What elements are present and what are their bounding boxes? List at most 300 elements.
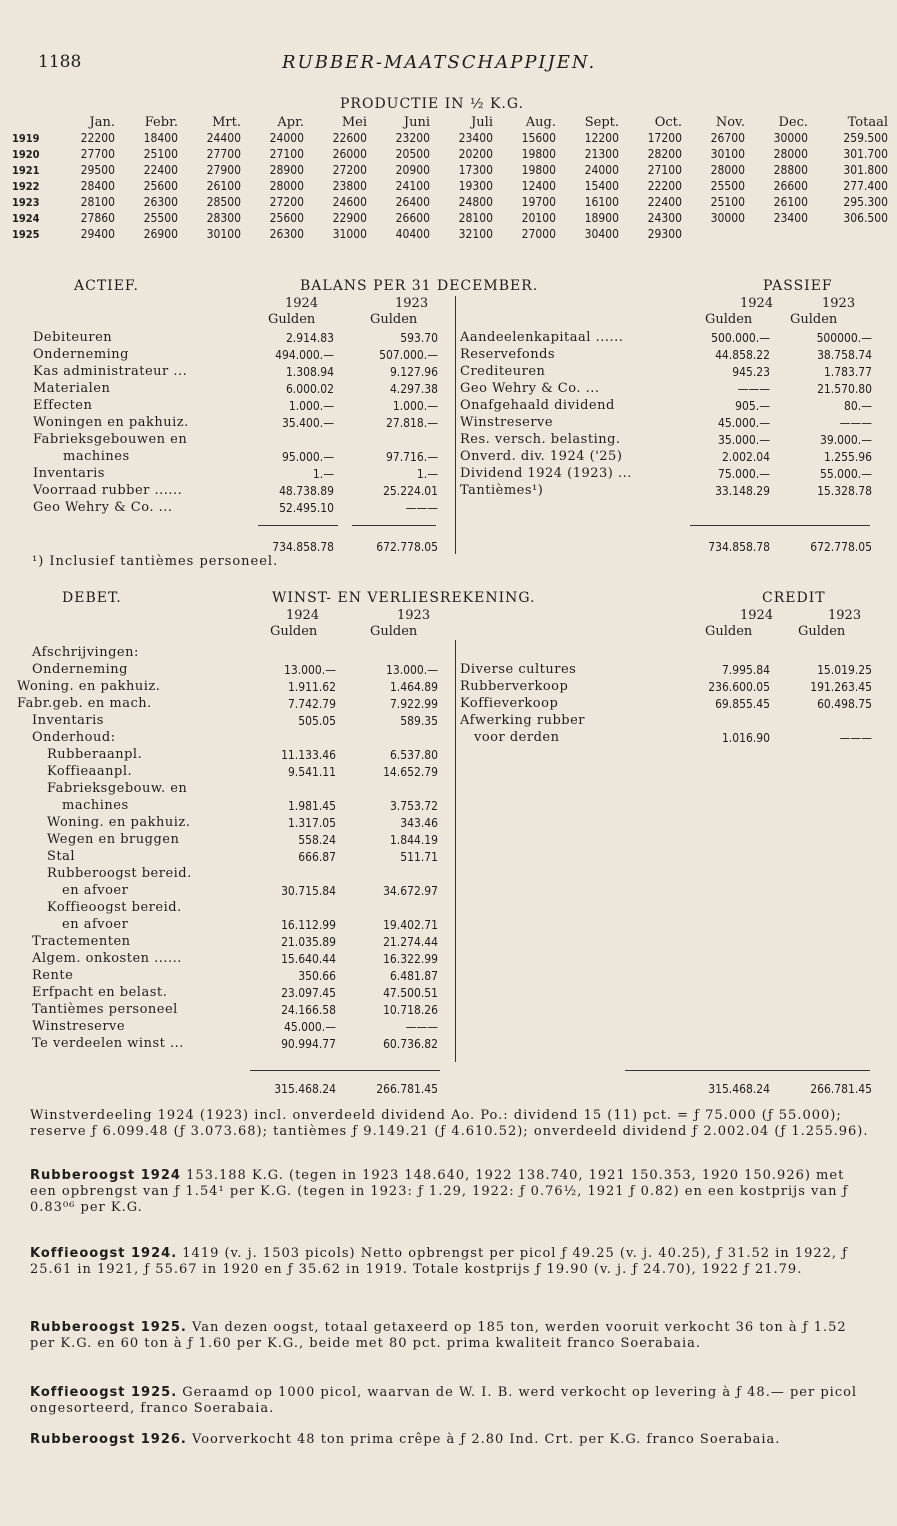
debet-value-1924: 21.035.89 <box>281 935 336 949</box>
pl-debet-year2: 1923 <box>397 608 431 623</box>
production-cell: 25500 <box>710 179 745 193</box>
credit-label: voor derden <box>474 730 560 745</box>
debet-total-1923: 266.781.45 <box>376 1082 438 1096</box>
note-heading: Rubberoogst 1924 <box>30 1168 181 1183</box>
production-cell: 28000 <box>269 179 304 193</box>
production-cell: 19800 <box>521 163 556 177</box>
production-cell: 24100 <box>395 179 430 193</box>
production-cell: 30000 <box>710 211 745 225</box>
debet-value-1923: 3.753.72 <box>389 799 438 813</box>
production-cell: 18400 <box>143 131 178 145</box>
credit-value-1923: 60.498.75 <box>817 697 872 711</box>
production-cell: 19700 <box>521 195 556 209</box>
balance-actief-currency2: Gulden <box>370 312 418 327</box>
balance-actief-year1: 1924 <box>285 296 319 311</box>
passief-value-1923: ——— <box>839 416 872 430</box>
debet-label: Koffieoogst bereid. <box>47 900 182 915</box>
note-paragraph <box>30 1108 870 1140</box>
production-cell: 26100 <box>773 195 808 209</box>
production-cell: 27100 <box>269 147 304 161</box>
debet-value-1924: 1.317.05 <box>287 816 336 830</box>
production-row <box>10 162 890 178</box>
production-column-header: Nov. <box>715 114 745 130</box>
production-cell: 28400 <box>80 179 115 193</box>
production-cell <box>810 226 890 242</box>
actief-value-1923: 507.000.— <box>379 348 438 362</box>
passief-value-1924: 35.000.— <box>718 433 770 447</box>
credit-value-1923: 191.263.45 <box>810 680 872 694</box>
debet-total-1924: 315.468.24 <box>274 1082 336 1096</box>
production-cell: 25600 <box>269 211 304 225</box>
debet-value-1923: 6.537.80 <box>389 748 438 762</box>
actief-label: Fabrieksgebouwen en <box>33 432 188 447</box>
debet-label: Rubberaanpl. <box>47 747 143 762</box>
balance-actief-currency1: Gulden <box>268 312 316 327</box>
credit-value-1924: 236.600.05 <box>708 680 770 694</box>
production-column-header: Juni <box>403 114 430 130</box>
debet-value-1923: ——— <box>405 1020 438 1034</box>
production-cell: 24000 <box>269 131 304 145</box>
passief-value-1923: 500000.— <box>816 331 872 345</box>
debet-label: Stal <box>47 849 76 864</box>
debet-rule <box>250 1070 440 1071</box>
production-cell: 17200 <box>647 131 682 145</box>
credit-value-1924: 7.995.84 <box>721 663 770 677</box>
debet-label: Onderhoud: <box>32 730 116 745</box>
passief-value-1924: 33.148.29 <box>715 484 770 498</box>
note-heading: Rubberoogst 1926. <box>30 1432 187 1447</box>
note-text: Voorverkocht 48 ton prima crêpe à ƒ 2.80 Ind. Crt. per K.G. franco Soerabaia. <box>186 1432 781 1447</box>
debet-value-1924: 350.66 <box>298 969 336 983</box>
debet-label: Tractementen <box>32 934 131 949</box>
production-cell: 26000 <box>332 147 367 161</box>
production-title: PRODUCTIE IN ½ K.G. <box>340 96 525 112</box>
debet-label: Rente <box>32 968 74 983</box>
balance-title: BALANS PER 31 DECEMBER. <box>300 278 539 294</box>
production-cell: 25600 <box>143 179 178 193</box>
debet-value-1923: 343.46 <box>400 816 438 830</box>
passief-value-1924: 45.000.— <box>718 416 770 430</box>
debet-value-1923: 6.481.87 <box>389 969 438 983</box>
production-cell: 20900 <box>395 163 430 177</box>
note-text: Van dezen oogst, totaal getaxeerd op 185 ton, werden vooruit verkocht 36 ton à ƒ 1.52 per K.G. en 60 ton à ƒ 1.60 per K.G., beide met 80 pct. prima kwaliteit franco Soerabaia. <box>30 1320 847 1351</box>
production-cell: 30100 <box>710 147 745 161</box>
production-cell: 27000 <box>521 227 556 241</box>
production-cell: 28100 <box>80 195 115 209</box>
note-paragraph <box>30 1246 870 1278</box>
production-cell: 26400 <box>395 195 430 209</box>
actief-value-1923: 1.000.— <box>392 399 438 413</box>
production-cell: 24300 <box>647 211 682 225</box>
note-text: Winstverdeeling 1924 (1923) incl. onverdeeld dividend Ao. Po.: dividend 15 (11) pct. = ƒ 75.000 (ƒ 55.000); reserve ƒ 6.099.48 (ƒ 3.073.68); tantièmes ƒ 9.149.21 (ƒ 4.610.52); onverdeeld dividend ƒ 2.002.04 (ƒ 1.255.96). <box>30 1108 869 1139</box>
credit-value-1923: ——— <box>839 731 872 745</box>
actief-value-1924: 48.738.89 <box>279 484 334 498</box>
production-cell: 19800 <box>521 147 556 161</box>
actief-value-1924: 95.000.— <box>282 450 334 464</box>
production-cell: 25100 <box>710 195 745 209</box>
production-cell: 40400 <box>395 227 430 241</box>
note-paragraph <box>30 1385 870 1417</box>
debet-value-1923: 589.35 <box>400 714 438 728</box>
note-heading: Koffieoogst 1924. <box>30 1246 178 1261</box>
debet-label: Fabr.geb. en mach. <box>17 696 152 711</box>
production-cell: 30400 <box>584 227 619 241</box>
passief-label: Res. versch. belasting. <box>460 432 621 447</box>
actief-rule-1924 <box>258 525 338 526</box>
production-cell: 23400 <box>458 131 493 145</box>
debet-label: Erfpacht en belast. <box>32 985 168 1000</box>
actief-value-1923: 97.716.— <box>386 450 438 464</box>
note-text: Geraamd op 1000 picol, waarvan de W. I. B. werd verkocht op levering à ƒ 48.— per picol ongesorteerd, franco Soerabaia. <box>30 1385 858 1416</box>
debet-label: DEBET. <box>62 590 122 606</box>
note-heading: Rubberoogst 1925. <box>30 1320 187 1335</box>
pl-divider <box>455 640 456 1062</box>
debet-value-1924: 505.05 <box>298 714 336 728</box>
passief-value-1923: 15.328.78 <box>817 484 872 498</box>
pl-credit-currency1: Gulden <box>705 624 753 639</box>
production-cell: 27900 <box>206 163 241 177</box>
production-cell: 16100 <box>584 195 619 209</box>
production-cell: 24800 <box>458 195 493 209</box>
production-cell: 1919 <box>12 131 40 145</box>
production-column-header: Apr. <box>277 114 304 130</box>
actief-value-1923: ——— <box>405 501 438 515</box>
production-cell: 24000 <box>584 163 619 177</box>
production-cell: 28100 <box>458 211 493 225</box>
production-row <box>10 178 890 194</box>
production-cell: 27200 <box>269 195 304 209</box>
production-body <box>10 130 890 242</box>
production-cell: 22900 <box>332 211 367 225</box>
passief-label: Tantièmes¹) <box>460 483 544 498</box>
debet-value-1924: 666.87 <box>298 850 336 864</box>
balance-passief-year2: 1923 <box>822 296 856 311</box>
actief-value-1923: 593.70 <box>400 331 438 345</box>
credit-rule <box>625 1070 870 1071</box>
production-cell: 19300 <box>458 179 493 193</box>
debet-label: machines <box>62 798 129 813</box>
note-heading: Koffieoogst 1925. <box>30 1385 178 1400</box>
production-row <box>10 146 890 162</box>
production-cell: 1924 <box>12 211 40 225</box>
actief-value-1923: 9.127.96 <box>389 365 438 379</box>
debet-label: Algem. onkosten ...... <box>32 951 182 966</box>
debet-value-1924: 45.000.— <box>284 1020 336 1034</box>
production-cell: 301.700 <box>843 147 888 161</box>
pl-credit-year1: 1924 <box>740 608 774 623</box>
passief-value-1923: 80.— <box>844 399 872 413</box>
actief-label: Onderneming <box>33 347 130 362</box>
actief-label: Woningen en pakhuiz. <box>33 415 189 430</box>
debet-value-1924: 23.097.45 <box>281 986 336 1000</box>
debet-label: Wegen en bruggen <box>47 832 180 847</box>
credit-value-1924: 1.016.90 <box>721 731 770 745</box>
production-cell: 27100 <box>647 163 682 177</box>
production-cell: 15400 <box>584 179 619 193</box>
debet-value-1924: 1.911.62 <box>287 680 336 694</box>
production-cell: 22400 <box>647 195 682 209</box>
production-column-header: Mrt. <box>212 114 241 130</box>
production-cell: 20200 <box>458 147 493 161</box>
debet-value-1923: 511.71 <box>400 850 438 864</box>
production-cell: 30000 <box>773 131 808 145</box>
actief-value-1923: 27.818.— <box>386 416 438 430</box>
balance-passief-currency2: Gulden <box>790 312 838 327</box>
production-cell: 27700 <box>206 147 241 161</box>
pl-debet-currency1: Gulden <box>270 624 318 639</box>
production-cell: 22400 <box>143 163 178 177</box>
passief-rule <box>690 525 870 526</box>
production-cell: 26600 <box>395 211 430 225</box>
production-cell <box>684 226 747 242</box>
actief-label: ACTIEF. <box>74 278 139 294</box>
debet-label: Onderneming <box>32 662 129 677</box>
production-cell: 22600 <box>332 131 367 145</box>
production-cell: 23800 <box>332 179 367 193</box>
production-column-header: Juli <box>471 114 493 130</box>
credit-value-1924: 69.855.45 <box>715 697 770 711</box>
production-cell: 28800 <box>773 163 808 177</box>
passief-label: Onafgehaald dividend <box>460 398 615 413</box>
production-cell: 26300 <box>269 227 304 241</box>
debet-value-1924: 9.541.11 <box>287 765 336 779</box>
production-cell: 306.500 <box>843 211 888 225</box>
debet-value-1923: 21.274.44 <box>383 935 438 949</box>
actief-value-1923: 1.— <box>416 467 438 481</box>
debet-label: Winstreserve <box>32 1019 126 1034</box>
production-column-header: Totaal <box>847 114 888 130</box>
production-cell: 28900 <box>269 163 304 177</box>
actief-value-1924: 494.000.— <box>275 348 334 362</box>
production-cell: 28200 <box>647 147 682 161</box>
production-cell: 30100 <box>206 227 241 241</box>
passief-value-1923: 1.783.77 <box>823 365 872 379</box>
actief-value-1923: 25.224.01 <box>383 484 438 498</box>
credit-label: Rubberverkoop <box>460 679 569 694</box>
debet-value-1924: 13.000.— <box>284 663 336 677</box>
note-paragraph <box>30 1432 870 1448</box>
debet-value-1924: 90.994.77 <box>281 1037 336 1051</box>
debet-label: Woning. en pakhuiz. <box>47 815 191 830</box>
production-cell <box>747 226 810 242</box>
page-number: 1188 <box>38 52 82 72</box>
debet-label: Fabrieksgebouw. en <box>47 781 188 796</box>
credit-label: Diverse cultures <box>460 662 577 677</box>
actief-total-1924: 734.858.78 <box>272 540 334 554</box>
production-cell: 23400 <box>773 211 808 225</box>
production-row <box>10 210 890 226</box>
pl-debet-currency2: Gulden <box>370 624 418 639</box>
actief-value-1924: 6.000.02 <box>285 382 334 396</box>
debet-value-1924: 1.981.45 <box>287 799 336 813</box>
debet-label: en afvoer <box>62 883 129 898</box>
debet-label: en afvoer <box>62 917 129 932</box>
production-cell: 28300 <box>206 211 241 225</box>
passief-label: Dividend 1924 (1923) ... <box>460 466 632 481</box>
passief-value-1923: 1.255.96 <box>823 450 872 464</box>
actief-label: Inventaris <box>33 466 105 481</box>
actief-value-1924: 35.400.— <box>282 416 334 430</box>
note-text: 1419 (v. j. 1503 picols) Netto opbrengst per picol ƒ 49.25 (v. j. 40.25), ƒ 31.52 in 1922, ƒ 25.61 in 1921, ƒ 55.67 in 1920 en ƒ 35.62 in 1919. Totale kostprijs ƒ 19.90 (v. j. ƒ 24.70), 1922 ƒ 21.79. <box>30 1246 848 1277</box>
production-cell: 28500 <box>206 195 241 209</box>
actief-label: Effecten <box>33 398 93 413</box>
production-cell: 23200 <box>395 131 430 145</box>
pl-title: WINST- EN VERLIESREKENING. <box>272 590 536 606</box>
production-cell: 26700 <box>710 131 745 145</box>
balance-passief-year1: 1924 <box>740 296 774 311</box>
actief-label: machines <box>63 449 130 464</box>
passief-label: Aandeelenkapitaal ...... <box>460 330 624 345</box>
production-column-header: Sept. <box>584 114 619 130</box>
debet-label: Te verdeelen winst ... <box>32 1036 184 1051</box>
passief-total-1923: 672.778.05 <box>810 540 872 554</box>
production-cell: 15600 <box>521 131 556 145</box>
credit-label: Afwerking rubber <box>460 713 586 728</box>
debet-value-1923: 14.652.79 <box>383 765 438 779</box>
production-row <box>10 226 890 242</box>
actief-value-1923: 4.297.38 <box>389 382 438 396</box>
note-text: 153.188 K.G. (tegen in 1923 148.640, 1922 138.740, 1921 150.353, 1920 150.926) met een opbrengst van ƒ 1.54¹ per K.G. (tegen in 1923: ƒ 1.29, 1922: ƒ 0.76½, 1921 ƒ 0.82) en een kostprijs van ƒ 0.83⁰⁶ per K.G. <box>30 1168 849 1215</box>
production-cell: 295.300 <box>843 195 888 209</box>
production-cell: 29300 <box>647 227 682 241</box>
debet-value-1923: 47.500.51 <box>383 986 438 1000</box>
credit-value-1923: 15.019.25 <box>817 663 872 677</box>
passief-label: Onverd. div. 1924 ('25) <box>460 449 623 464</box>
production-cell: 18900 <box>584 211 619 225</box>
actief-label: Debiteuren <box>33 330 113 345</box>
credit-label: Koffieverkoop <box>460 696 559 711</box>
actief-label: Materialen <box>33 381 111 396</box>
production-cell: 25500 <box>143 211 178 225</box>
passief-label: PASSIEF <box>763 278 833 294</box>
production-cell: 26600 <box>773 179 808 193</box>
debet-label: Inventaris <box>32 713 104 728</box>
passief-value-1924: 75.000.— <box>718 467 770 481</box>
production-cell: 20100 <box>521 211 556 225</box>
production-cell: 1922 <box>12 179 40 193</box>
debet-value-1923: 1.844.19 <box>389 833 438 847</box>
production-cell: 24400 <box>206 131 241 145</box>
debet-value-1924: 558.24 <box>298 833 336 847</box>
debet-value-1924: 16.112.99 <box>281 918 336 932</box>
production-cell: 22200 <box>80 131 115 145</box>
production-cell: 28000 <box>710 163 745 177</box>
balance-divider <box>455 296 456 554</box>
production-cell: 27860 <box>80 211 115 225</box>
production-cell: 17300 <box>458 163 493 177</box>
pl-credit-year2: 1923 <box>828 608 862 623</box>
production-header-row <box>10 114 890 130</box>
passief-value-1924: 905.— <box>735 399 770 413</box>
debet-label: Tantièmes personeel <box>32 1002 178 1017</box>
page-title: RUBBER-MAATSCHAPPIJEN. <box>282 52 597 73</box>
production-cell: 29400 <box>80 227 115 241</box>
passief-label: Crediteuren <box>460 364 546 379</box>
debet-label: Afschrijvingen: <box>32 645 139 660</box>
passief-label: Reservefonds <box>460 347 556 362</box>
passief-label: Winstreserve <box>460 415 554 430</box>
debet-value-1923: 34.672.97 <box>383 884 438 898</box>
balance-actief-year2: 1923 <box>395 296 429 311</box>
production-cell: 1923 <box>12 195 40 209</box>
note-paragraph <box>30 1168 870 1216</box>
pl-debet-year1: 1924 <box>286 608 320 623</box>
production-column-header: Aug. <box>525 114 556 130</box>
balance-footnote: ¹) Inclusief tantièmes personeel. <box>32 554 279 569</box>
production-cell: 27700 <box>80 147 115 161</box>
actief-total-1923: 672.778.05 <box>376 540 438 554</box>
production-cell: 29500 <box>80 163 115 177</box>
production-cell: 1920 <box>12 147 40 161</box>
production-cell: 26900 <box>143 227 178 241</box>
actief-value-1924: 1.— <box>312 467 334 481</box>
production-column-header: Febr. <box>144 114 178 130</box>
debet-value-1924: 15.640.44 <box>281 952 336 966</box>
passief-value-1924: 945.23 <box>732 365 770 379</box>
credit-total-1924: 315.468.24 <box>708 1082 770 1096</box>
production-cell: 301.800 <box>843 163 888 177</box>
debet-label: Woning. en pakhuiz. <box>17 679 161 694</box>
production-cell: 12200 <box>584 131 619 145</box>
debet-value-1923: 16.322.99 <box>383 952 438 966</box>
actief-rule-1923 <box>352 525 436 526</box>
passief-label: Geo Wehry & Co. ... <box>460 381 600 396</box>
passief-value-1924: 500.000.— <box>711 331 770 345</box>
passief-value-1924: ——— <box>737 382 770 396</box>
actief-label: Kas administrateur ... <box>33 364 188 379</box>
production-column-header: Dec. <box>778 114 808 130</box>
actief-value-1924: 52.495.10 <box>279 501 334 515</box>
production-row <box>10 194 890 210</box>
debet-value-1923: 19.402.71 <box>383 918 438 932</box>
actief-value-1924: 2.914.83 <box>285 331 334 345</box>
production-cell: 27200 <box>332 163 367 177</box>
production-cell: 28000 <box>773 147 808 161</box>
production-cell: 259.500 <box>843 131 888 145</box>
passief-value-1923: 21.570.80 <box>817 382 872 396</box>
passief-value-1923: 39.000.— <box>820 433 872 447</box>
production-cell: 26100 <box>206 179 241 193</box>
production-cell: 25100 <box>143 147 178 161</box>
production-cell: 22200 <box>647 179 682 193</box>
production-cell: 1925 <box>12 227 40 241</box>
actief-value-1924: 1.000.— <box>288 399 334 413</box>
passief-value-1924: 44.858.22 <box>715 348 770 362</box>
production-table <box>10 114 890 242</box>
production-cell: 26300 <box>143 195 178 209</box>
balance-passief-currency1: Gulden <box>705 312 753 327</box>
debet-value-1924: 11.133.46 <box>281 748 336 762</box>
debet-value-1923: 13.000.— <box>386 663 438 677</box>
debet-value-1924: 30.715.84 <box>281 884 336 898</box>
debet-value-1923: 60.736.82 <box>383 1037 438 1051</box>
debet-label: Rubberoogst bereid. <box>47 866 192 881</box>
passief-total-1924: 734.858.78 <box>708 540 770 554</box>
credit-total-1923: 266.781.45 <box>810 1082 872 1096</box>
debet-label: Koffieaanpl. <box>47 764 133 779</box>
debet-value-1923: 7.922.99 <box>389 697 438 711</box>
production-cell: 1921 <box>12 163 40 177</box>
production-cell: 32100 <box>458 227 493 241</box>
production-cell: 31000 <box>332 227 367 241</box>
debet-value-1924: 7.742.79 <box>287 697 336 711</box>
note-paragraph <box>30 1320 870 1352</box>
debet-value-1923: 10.718.26 <box>383 1003 438 1017</box>
actief-value-1924: 1.308.94 <box>285 365 334 379</box>
production-cell: 20500 <box>395 147 430 161</box>
production-column-header: Jan. <box>89 114 115 130</box>
production-cell: 24600 <box>332 195 367 209</box>
